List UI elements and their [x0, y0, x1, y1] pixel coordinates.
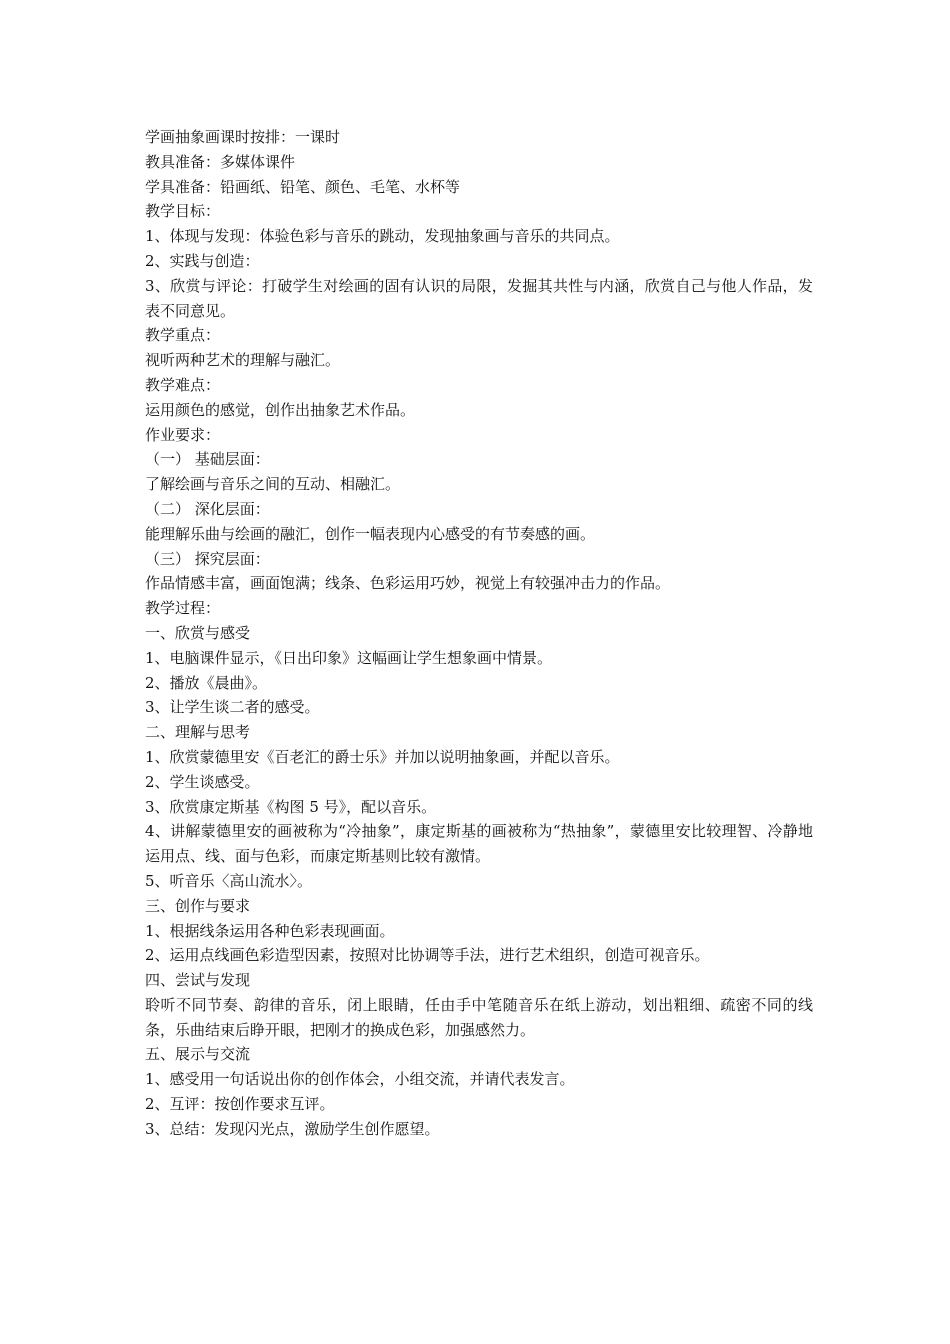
- process-step-heading: 三、创作与要求: [145, 896, 251, 915]
- process-step-item: 1、电脑课件显示，《日出印象》这幅画让学生想象画中情景。: [145, 648, 553, 667]
- document-body: [145, 125, 813, 1142]
- process-step-item: 1、感受用一句话说出你的创作体会，小组交流，并请代表发言。: [145, 1070, 575, 1089]
- process-step-item: 2、学生谈感受。: [145, 772, 260, 791]
- process-step-heading: 二、理解与思考: [145, 723, 251, 742]
- assignment-level-text: 了解绘画与音乐之间的互动、相融汇。: [145, 475, 401, 494]
- process-step-heading: 一、欣赏与感受: [145, 623, 251, 642]
- process-step-item: 5、听音乐〈高山流水〉。: [145, 871, 313, 890]
- process-step-text: 聆听不同节奏、韵律的音乐，闭上眼睛，任由手中笔随音乐在纸上游动，划出粗细、疏密不同的线条，乐曲结束后睁开眼，把刚才的换成色彩，加强感然力。: [145, 995, 813, 1039]
- assignment-level-heading: （三） 探究层面：: [145, 549, 270, 568]
- process-step-item: 2、互评：按创作要求互评。: [145, 1095, 335, 1114]
- objective-item: 2、实践与创造：: [145, 251, 260, 270]
- assignment-level-text: 作品情感丰富，画面饱满；线条、色彩运用巧妙，视觉上有较强冲击力的作品。: [145, 574, 671, 593]
- section-heading-objectives: 教学目标：: [145, 202, 221, 221]
- assignment-level-text: 能理解乐曲与绘画的融汇，创作一幅表现内心感受的有节奏感的画。: [145, 524, 596, 543]
- difficulty-text: 运用颜色的感觉，创作出抽象艺术作品。: [145, 400, 416, 419]
- section-heading-process: 教学过程：: [145, 599, 221, 618]
- objective-item: 3、欣赏与评论：打破学生对绘画的固有认识的局限，发掘其共性与内涵，欣赏自己与他人作品，发表不同意见。: [145, 276, 813, 320]
- section-heading-assignment: 作业要求：: [145, 425, 221, 444]
- process-step-item: 2、播放《晨曲》。: [145, 673, 268, 692]
- lesson-duration: 学画抽象画课时按排：一课时: [145, 128, 341, 146]
- section-heading-difficulties: 教学难点：: [145, 375, 221, 394]
- process-step-item: 1、欣赏蒙德里安《百老汇的爵士乐》并加以说明抽象画，并配以音乐。: [145, 747, 620, 766]
- process-step-item: 1、根据线条运用各种色彩表现画面。: [145, 921, 395, 940]
- process-step-item: 4、讲解蒙德里安的画被称为“冷抽象”，康定斯基的画被称为“热抽象”，蒙德里安比较理智、冷静地运用点、线、面与色彩，而康定斯基则比较有激情。: [145, 822, 813, 866]
- teaching-aids: 教具准备：多媒体课件: [145, 152, 296, 171]
- section-heading-key-points: 教学重点：: [145, 326, 221, 345]
- process-step-item: 3、欣赏康定斯基《构图 5 号》，配以音乐。: [145, 797, 437, 816]
- process-step-item: 3、让学生谈二者的感受。: [145, 698, 320, 717]
- assignment-level-heading: （二） 深化层面：: [145, 499, 270, 518]
- key-point-text: 视听两种艺术的理解与融汇。: [145, 351, 341, 370]
- process-step-item: 2、运用点线画色彩造型因素，按照对比协调等手法，进行艺术组织，创造可视音乐。: [145, 946, 710, 965]
- process-step-heading: 五、展示与交流: [145, 1045, 251, 1064]
- student-materials: 学具准备：铅画纸、铅笔、颜色、毛笔、水杯等: [145, 177, 461, 196]
- assignment-level-heading: （一） 基础层面：: [145, 450, 270, 469]
- objective-item: 1、体现与发现：体验色彩与音乐的跳动，发现抽象画与音乐的共同点。: [145, 227, 620, 246]
- process-step-heading: 四、尝试与发现: [145, 971, 251, 990]
- process-step-item: 3、总结：发现闪光点，激励学生创作愿望。: [145, 1119, 440, 1138]
